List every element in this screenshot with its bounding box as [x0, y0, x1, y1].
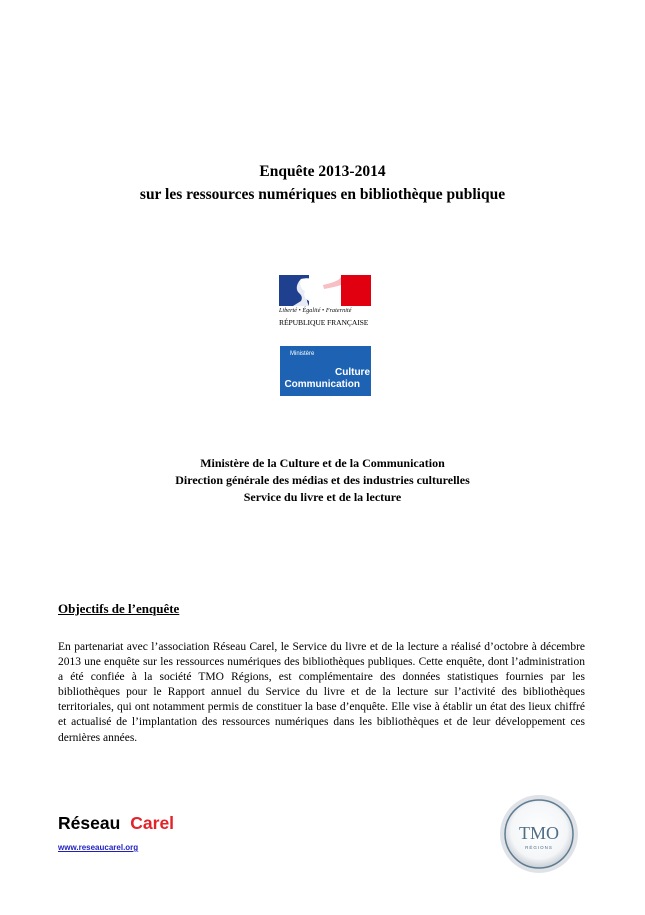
ministry-block [0, 455, 645, 506]
communication-label: Communication [284, 379, 360, 390]
section-heading: Objectifs de l’enquête [58, 601, 180, 616]
reseau-carel-logo [58, 813, 174, 834]
tmo-text: TMO [519, 823, 559, 843]
culture-label: Culture [335, 367, 370, 378]
carel-word: Carel [130, 813, 175, 833]
title-line-1: Enquête 2013-2014 [259, 163, 386, 180]
ministere-culture-logo [280, 346, 371, 396]
tmo-sub-text: RÉGIONS [525, 845, 553, 850]
marianne-flag-icon [279, 275, 371, 306]
ministry-line-2: Direction générale des médias et des industries culturelles [175, 473, 470, 487]
body-paragraph: En partenariat avec l’association Réseau Carel, le Service du livre et de la lecture a réalisé d’octobre à décembre 2013 une enquête sur les ressources numériques des bibliothèques publiques. Cette enquête, dont l’administration a été confiée à la société TMO Régions, est complémentaire des données statistiques fournies par les bibliothèques pour le Rapport annuel du Service du livre et de la lecture sur l’activité des bibliothèques territoriales, qui ont notamment permis de constituer la base d’enquête. Elle vise à établir un état des lieux chiffré et actualisé de l’implantation des ressources numériques dans les bibliothèques et de leur développement ces dernières années. [58, 641, 585, 744]
title-line-2: sur les ressources numériques en bibliothèque publique [139, 186, 506, 203]
tmo-regions-logo [498, 793, 580, 875]
rf-motto: Liberté • Égalité • Fraternité [279, 308, 352, 314]
ministry-line-1: Ministère de la Culture et de la Communication [200, 456, 445, 470]
document-title [0, 160, 645, 206]
ministry-line-3: Service du livre et de la lecture [243, 490, 402, 504]
reseau-word: Réseau [58, 813, 121, 833]
ministere-label: Ministère [290, 351, 315, 357]
republique-francaise-logo [279, 272, 372, 330]
rf-name: RÉPUBLIQUE FRANÇAISE [279, 318, 369, 327]
reseau-carel-link[interactable]: www.reseaucarel.org [58, 843, 139, 852]
